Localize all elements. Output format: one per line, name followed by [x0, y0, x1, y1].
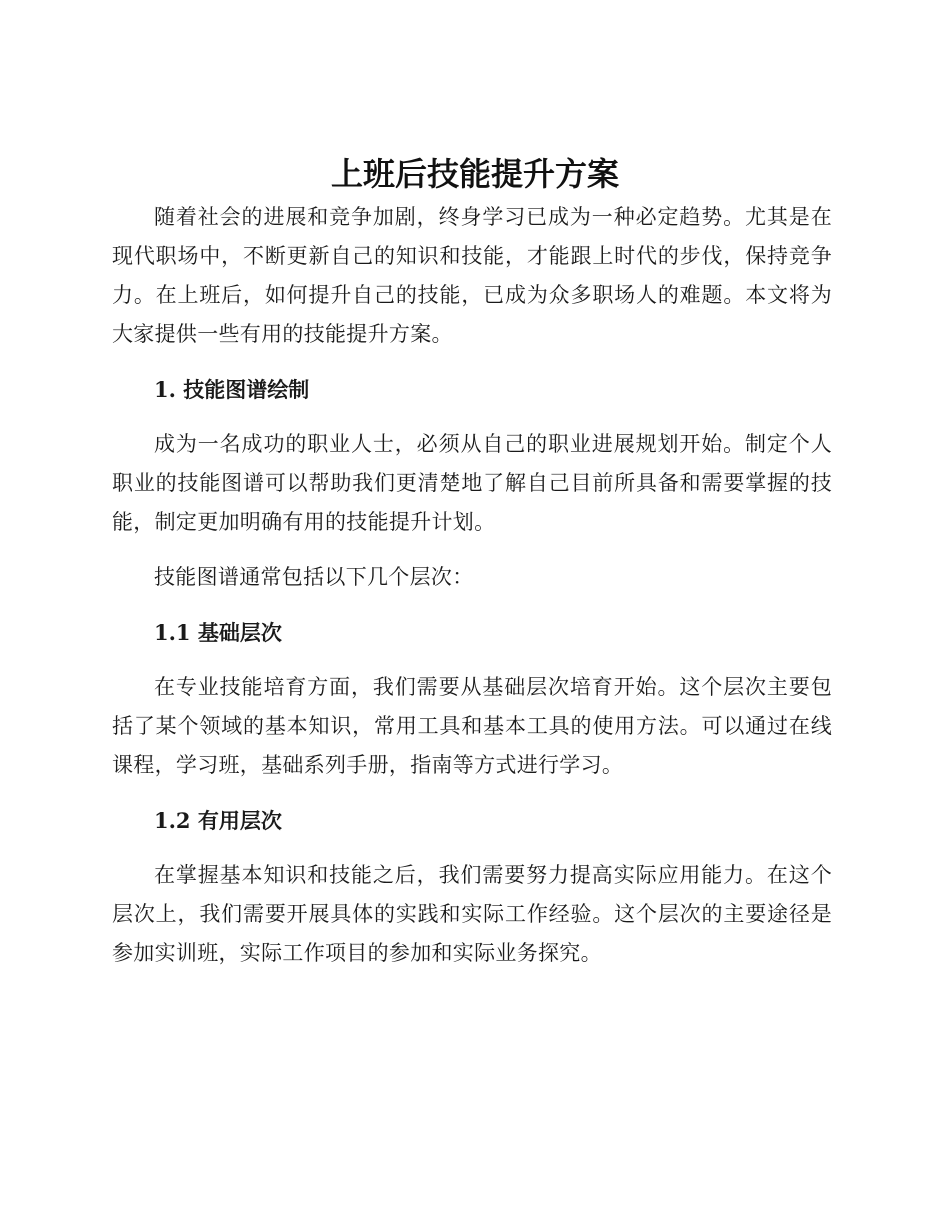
section-heading-skill-map: 1. 技能图谱绘制 [154, 377, 310, 402]
paragraph-basic-level: 在专业技能培育方面，我们需要从基础层次培育开始。这个层次主要包括了某个领域的基本知识，常用工具和基本工具的使用方法。可以通过在线课程，学习班，基础系列手册，指南等方式进行学习。 [112, 675, 832, 777]
document-body [112, 198, 832, 989]
section-heading-practical-level: 1.2 有用层次 [154, 808, 282, 833]
paragraph-skill-levels: 技能图谱通常包括以下几个层次： [154, 565, 474, 589]
document-title: 上班后技能提升方案 [330, 155, 619, 193]
section-heading-basic-level: 1.1 基础层次 [154, 620, 282, 645]
paragraph-skill-map: 成为一名成功的职业人士，必须从自己的职业进展规划开始。制定个人职业的技能图谱可以帮助我们更清楚地了解自己目前所具备和需要掌握的技能，制定更加明确有用的技能提升计划。 [112, 432, 832, 534]
paragraph-practical-level: 在掌握基本知识和技能之后，我们需要努力提高实际应用能力。在这个层次上，我们需要开展具体的实践和实际工作经验。这个层次的主要途径是参加实训班，实际工作项目的参加和实际业务探究。 [112, 863, 832, 965]
intro-paragraph: 随着社会的进展和竞争加剧，终身学习已成为一种必定趋势。尤其是在现代职场中，不断更新自己的知识和技能，才能跟上时代的步伐，保持竞争力。在上班后，如何提升自己的技能，已成为众多职场人的难题。本文将为大家提供一些有用的技能提升方案。 [112, 205, 832, 346]
